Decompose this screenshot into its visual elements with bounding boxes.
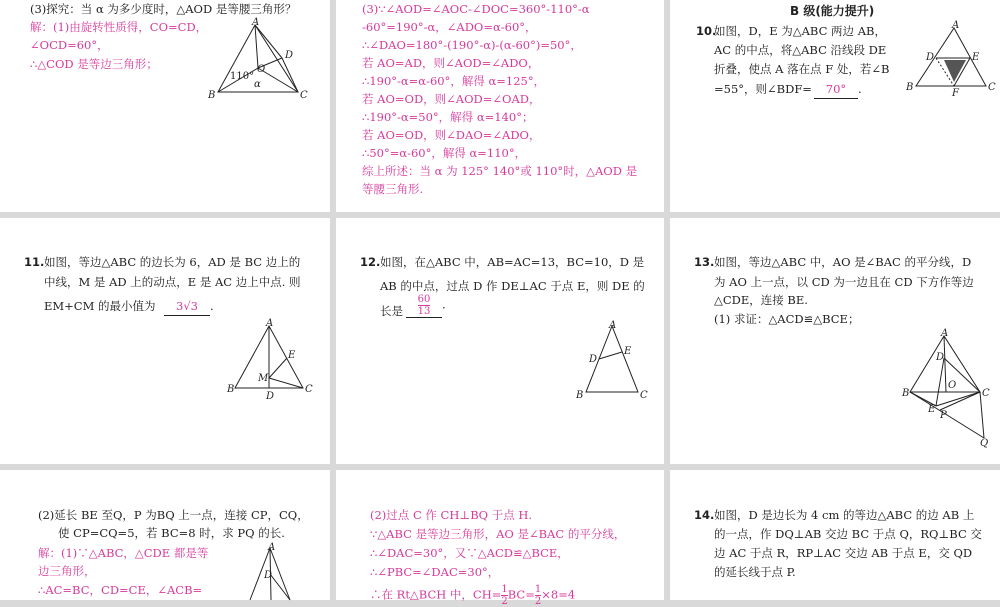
label-a: A — [252, 17, 260, 28]
solution-line: 若 AO=OD，则∠DAO=∠ADO， — [362, 128, 541, 142]
question-text: 为 AO 上一点，以 CD 为一边且在 CD 下方作等边 — [714, 275, 974, 289]
question-text: AB 的中点，过点 D 作 DE⊥AC 于点 E，则 DE 的 — [380, 279, 645, 293]
question-text: 如图，等边△ABC 中，AO 是∠BAC 的平分线，D — [714, 255, 972, 269]
question-text: △CDE，连接 BE. — [714, 293, 808, 307]
figure-equilateral-13 — [902, 328, 992, 449]
question-number: 12. — [360, 255, 381, 269]
question-text: =55°，则∠BDF= — [714, 82, 812, 96]
question-number: 14. — [694, 508, 715, 522]
label-b: B — [208, 90, 216, 101]
answer-denominator: 13 — [417, 306, 431, 317]
question-text: (1) 求证：△ACD≌△BCE； — [714, 312, 860, 326]
question-text: 长是 — [380, 304, 403, 318]
solution-line: ∴∠DAO=180°-(190°-α)-(α-60°)=50°， — [362, 38, 582, 52]
question-text: 的一点，作 DQ⊥AB 交边 BC 于点 Q，RQ⊥BC 交 — [714, 527, 982, 541]
fraction-denominator: 2 — [501, 596, 508, 607]
question-number: 13. — [694, 255, 715, 269]
label-p: P — [940, 410, 947, 421]
solution-line: 若 AO=OD，则∠AOD=∠OAD， — [362, 92, 541, 106]
solution-text: ∴在 Rt△BCH 中，CH= — [370, 587, 502, 602]
question-number: 10. — [696, 24, 717, 38]
answer-wrap: 70° . — [814, 80, 862, 99]
label-d: D — [589, 354, 598, 365]
solution-line: 解：(1)由旋转性质得，CO=CD， — [30, 20, 208, 34]
solution-line: ∴50°=α-60°，解得 α=110°， — [362, 146, 527, 160]
solution-line: ∴∠DAC=30°，又∵△ACD≌△BCE， — [370, 546, 569, 560]
panel-q-3-part3 — [0, 0, 330, 212]
panel-question-12 — [336, 218, 664, 464]
figure-triangle-aod — [200, 17, 310, 102]
figure-partial-13 — [246, 542, 316, 600]
label-b: B — [576, 390, 584, 401]
solution-line-last — [370, 584, 575, 607]
panel-question-11 — [0, 218, 330, 464]
label-b: B — [227, 384, 235, 395]
label-c: C — [988, 82, 996, 93]
question-text: EM+CM 的最小值为 — [44, 299, 156, 313]
question-text: 如图，D，E 为△ABC 两边 AB， — [714, 24, 886, 38]
solution-text: BC= — [507, 587, 535, 602]
answer-wrap: 3√3 . — [164, 297, 214, 316]
figure-fold-triangle — [906, 20, 996, 99]
label-angle: 110° — [230, 71, 255, 82]
label-a: A — [609, 320, 617, 331]
question-text: 如图，等边△ABC 的边长为 6，AD 是 BC 边上的 — [44, 255, 301, 269]
solution-text: ×8=4 — [541, 587, 576, 602]
panel-question-13-part2 — [0, 470, 330, 600]
label-d: D — [285, 50, 294, 61]
solution-line: 综上所述：当 α 为 125° 140°或 110°时，△AOD 是 — [362, 164, 638, 178]
label-c: C — [305, 384, 313, 395]
label-e: E — [624, 346, 632, 357]
label-alpha: α — [254, 79, 261, 90]
question-text: 使 CP=CQ=5，若 BC=8 时，求 PQ 的长. — [58, 526, 285, 540]
solution-line: 解：(1)∵△ABC，△CDE 都是等 — [38, 546, 209, 560]
solution-line: ∴△COD 是等边三角形； — [30, 57, 158, 71]
panel-solution-13-part2 — [336, 470, 664, 607]
solution-line: ∵△ABC 是等边三角形，AO 是∠BAC 的平分线， — [370, 527, 626, 541]
label-c: C — [982, 388, 990, 399]
question-text: 中线，M 是 AD 上的动点，E 是 AC 边上中点. 则 — [44, 275, 301, 289]
label-o: O — [257, 64, 266, 75]
label-d: D — [926, 52, 935, 63]
label-c: C — [640, 390, 648, 401]
solution-line: 若 AO=AD，则∠AOD=∠ADO， — [362, 56, 540, 70]
solution-line: ∴AC=BC，CD=CE，∠ACB= — [38, 583, 203, 597]
label-d: D — [936, 352, 945, 363]
fraction-numerator: 1 — [534, 584, 542, 595]
label-a: A — [268, 542, 276, 553]
label-q: Q — [980, 438, 989, 449]
label-d: D — [264, 570, 273, 581]
question-text: 折叠，使点 A 落在点 F 处，若∠B — [714, 62, 890, 76]
answer-wrap: $\frac{60}{13}$ . — [406, 294, 446, 318]
solution-line: ∴190°-α=α-60°，解得 α=125°， — [362, 74, 546, 88]
solution-line: (3)∵∠AOD=∠AOC-∠DOC=360°-110°-α — [362, 2, 590, 16]
label-f: F — [952, 88, 959, 99]
fraction-denominator: 2 — [534, 596, 542, 607]
question-text: 的延长线于点 P. — [714, 565, 796, 579]
label-a: A — [952, 20, 960, 31]
answer-blank: 70° — [814, 80, 858, 99]
label-m: M — [258, 373, 269, 384]
fraction-numerator: 1 — [501, 584, 508, 595]
figure-equilateral-11 — [225, 318, 320, 400]
question-text: (3)探究：当 α 为多少度时，△AOD 是等腰三角形？ — [30, 2, 297, 16]
section-header: B 级(能力提升) — [790, 4, 875, 18]
solution-line: 边三角形， — [38, 564, 96, 578]
panel-question-13 — [670, 218, 1000, 464]
question-text: 如图，D 是边长为 4 cm 的等边△ABC 的边 AB 上 — [714, 508, 975, 522]
label-b: B — [902, 388, 910, 399]
panel-question-14 — [670, 470, 1000, 600]
label-d: D — [266, 391, 275, 402]
answer-blank — [406, 294, 442, 318]
question-number: 11. — [24, 255, 45, 269]
question-text: 如图，在△ABC 中，AB=AC=13，BC=10，D 是 — [380, 255, 645, 269]
solution-line: 等腰三角形. — [362, 182, 424, 196]
label-c: C — [300, 90, 308, 101]
label-a: A — [941, 328, 949, 339]
question-text: AC 的中点，将△ABC 沿线段 DE — [714, 43, 887, 57]
solution-line: (2)过点 C 作 CH⊥BQ 于点 H. — [370, 508, 533, 522]
figure-isosceles-12 — [574, 322, 654, 402]
label-e: E — [288, 350, 296, 361]
solution-line: ∠OCD=60°， — [30, 38, 109, 52]
solution-line: ∴∠PBC=∠DAC=30°， — [370, 565, 500, 579]
label-b: B — [906, 82, 914, 93]
solution-line: -60°=190°-α，∠ADO=α-60°， — [362, 20, 537, 34]
label-e: E — [972, 52, 980, 63]
solution-line: ∴190°-α=50°，解得 α=140°； — [362, 110, 534, 124]
label-e: E — [928, 404, 936, 415]
label-o: O — [948, 380, 957, 391]
question-text: (2)延长 BE 至Q，P 为BQ 上一点，连接 CP，CQ， — [38, 508, 309, 522]
answer-numerator: 60 — [417, 294, 431, 305]
panel-solution-part3 — [336, 0, 664, 212]
panel-question-10 — [670, 0, 1000, 212]
question-text: 边 AC 于点 R，RP⊥AC 交边 AB 于点 E，交 QD — [714, 546, 973, 560]
label-a: A — [266, 318, 274, 329]
answer-blank: 3√3 — [164, 297, 210, 316]
